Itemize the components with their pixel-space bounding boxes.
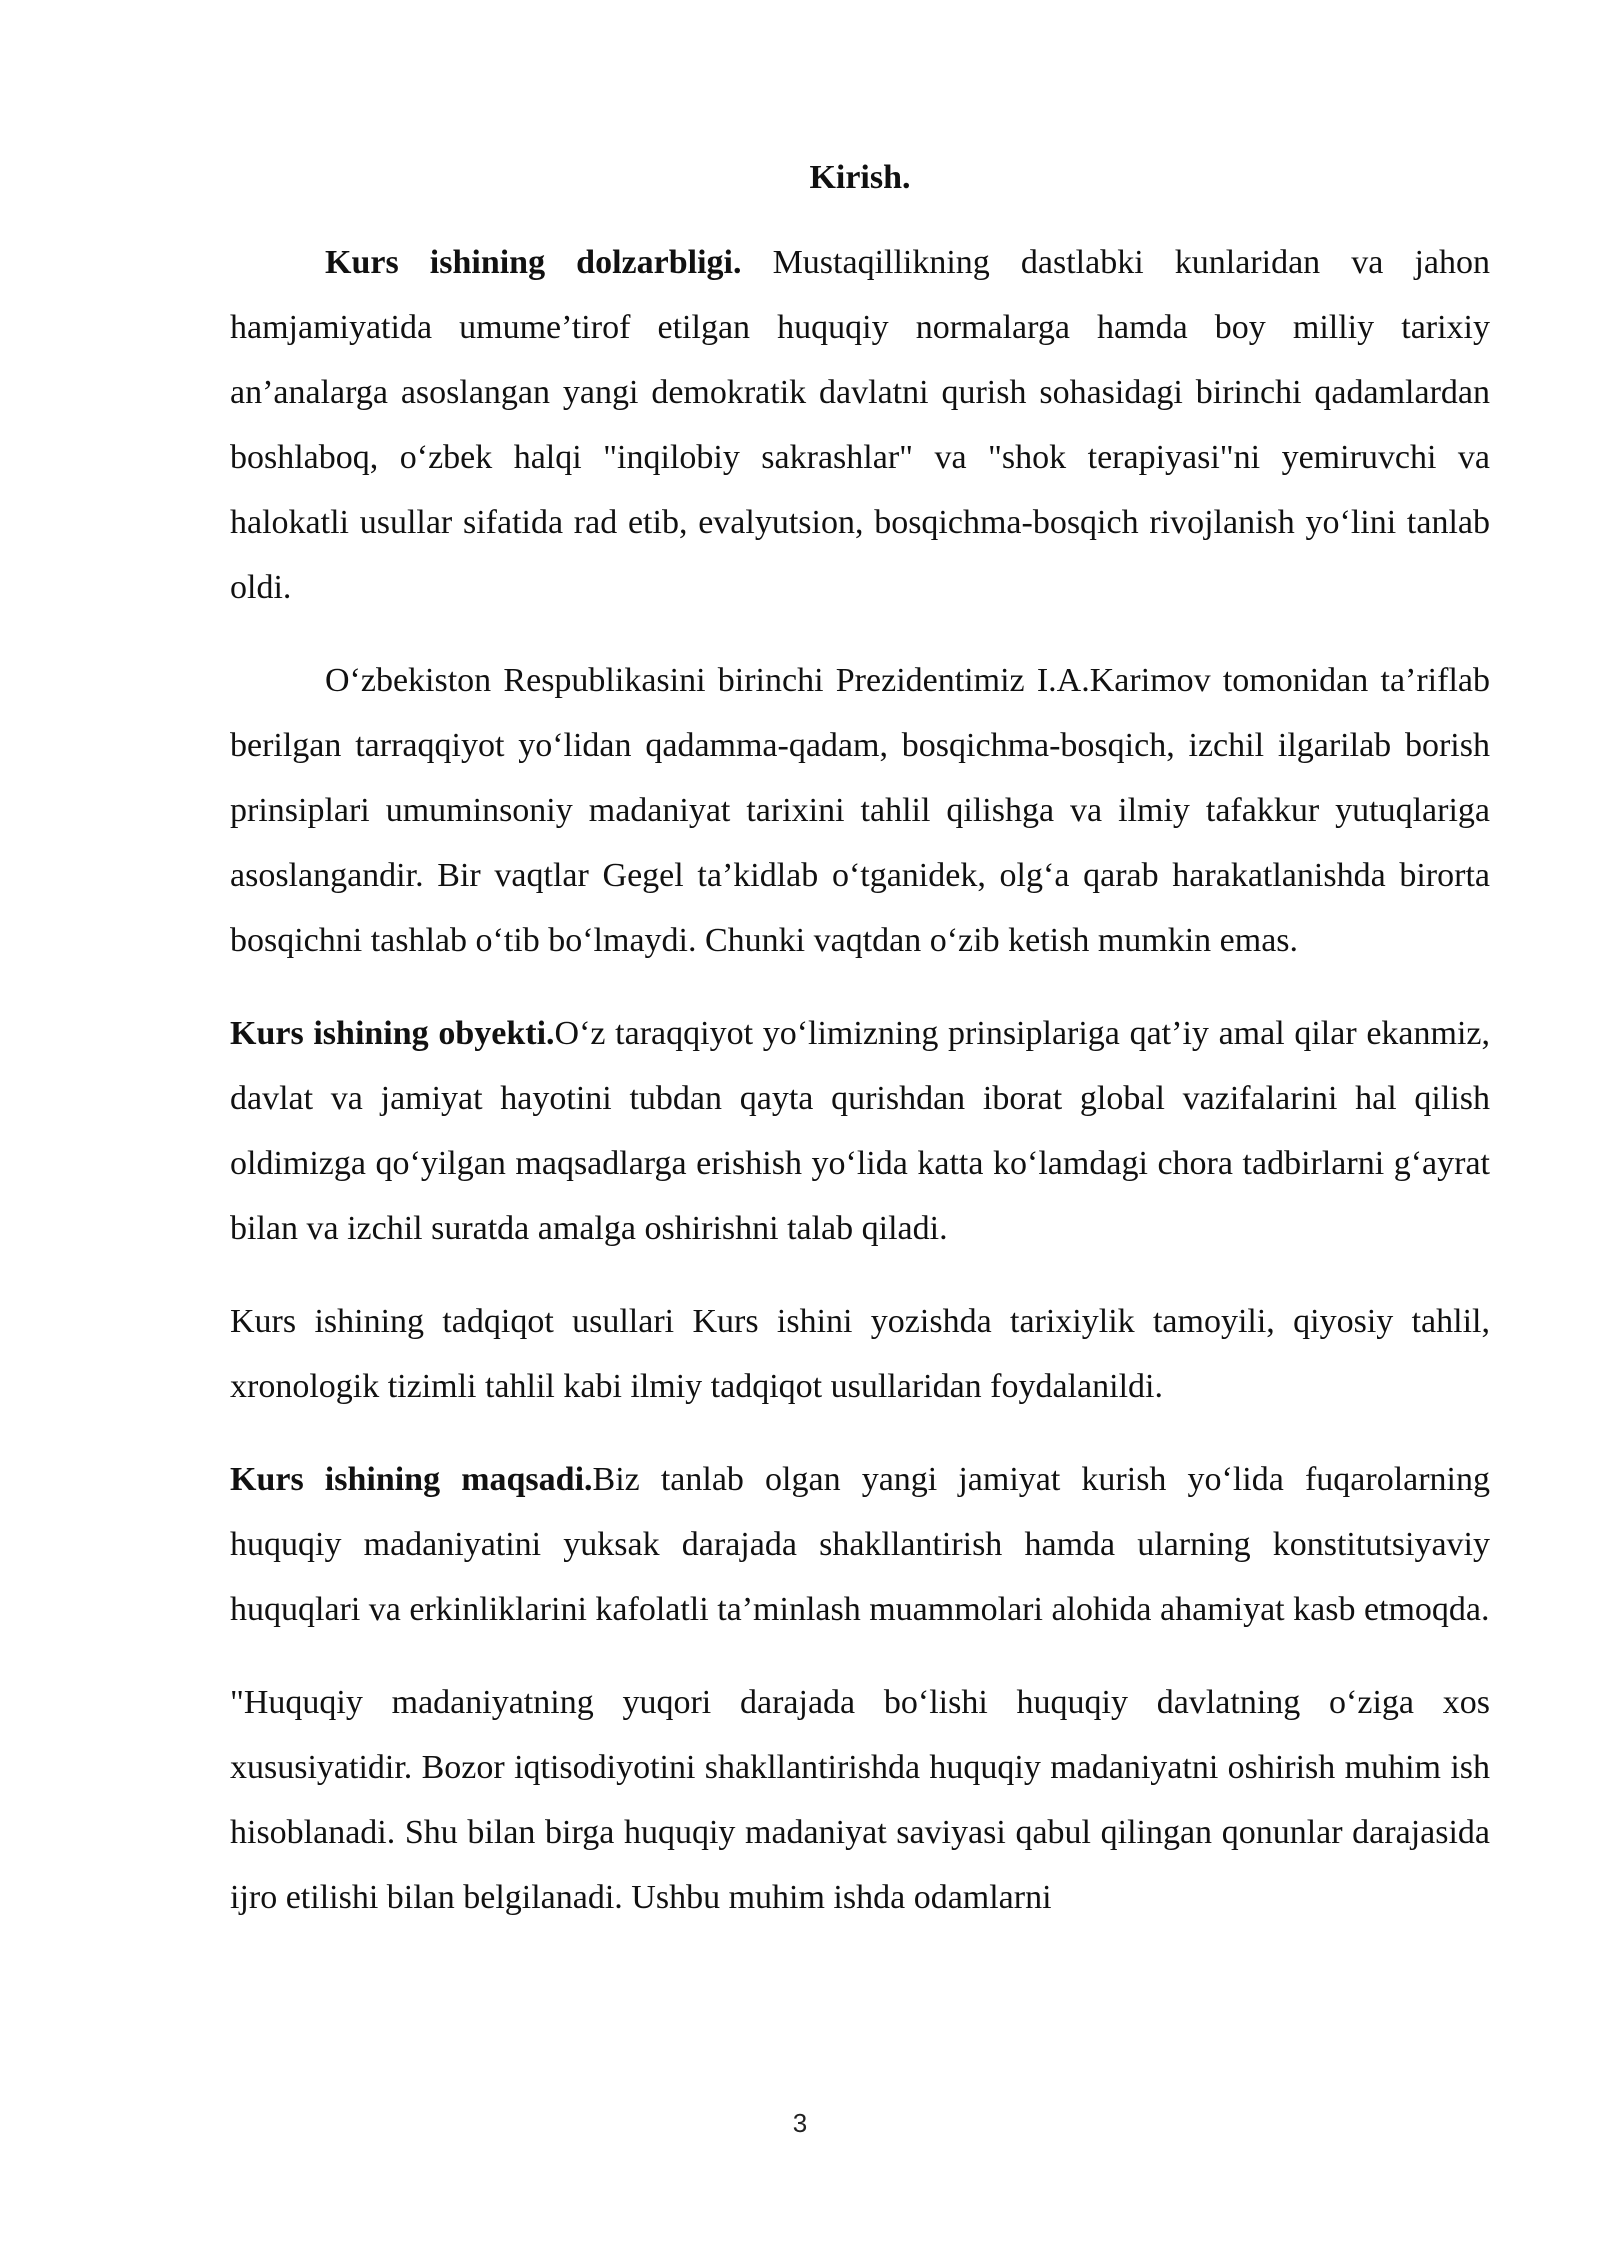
paragraph-relevance xyxy=(230,230,1490,620)
paragraph-goal xyxy=(230,1447,1490,1642)
page-number: 3 xyxy=(792,2108,808,2138)
paragraph-lead: Kurs ishining obyekti. xyxy=(230,1015,555,1052)
paragraph-legal-culture xyxy=(230,1670,1490,1930)
paragraph-text: Kurs ishining tadqiqot usullari Kurs ishini yozishda tarixiylik tamoyili, qiyosiy tahlil, xronologik tizimli tahlil kabi ilmiy tadqiqot usullaridan foydalanildi. xyxy=(230,1303,1490,1405)
paragraph-object xyxy=(230,1001,1490,1261)
paragraph-text: O‘zbekiston Respublikasini birinchi Prezidentimiz I.A.Karimov tomonidan ta’riflab berilgan tarraqqiyot yo‘lidan qadamma-qadam, bosqichma-bosqich, izchil ilgarilab borish prinsiplari umuminsoniy madaniyat tarixini tahlil qilishga va ilmiy tafakkur yutuqlariga asoslangandir. Bir vaqtlar Gegel ta’kidlab o‘tganidek, olg‘a qarab harakatlanishda birorta bosqichni tashlab o‘tib bo‘lmaydi. Chunki vaqtdan o‘zib ketish mumkin emas. xyxy=(230,662,1490,959)
paragraph-methods xyxy=(230,1289,1490,1419)
paragraph-lead: Kurs ishining dolzarbligi. xyxy=(325,244,742,281)
paragraph-text: Biz tanlab olgan yangi jamiyat kurish yo‘lida fuqarolarning huquqiy madaniyatini yuksak darajada shakllantirish hamda ularning konstitutsiyaviy huquqlari va erkinliklarini kafolatli ta’minlash muammolari alohida ahamiyat kasb etmoqda. xyxy=(230,1461,1490,1628)
paragraph-text: Mustaqillikning dastlabki kunlaridan va jahon hamjamiyatida umume’tirof etilgan huquqiy normalarga hamda boy milliy tarixiy an’analarga asoslangan yangi demokratik davlatni qurish sohasidagi birinchi qadamlardan boshlaboq, o‘zbek halqi "inqilobiy sakrashlar" va "shok terapiyasi"ni yemiruvchi va halokatli usullar sifatida rad etib, evalyutsion, bosqichma-bosqich rivojlanish yo‘lini tanlab oldi. xyxy=(230,244,1490,606)
page-content xyxy=(230,148,1490,1958)
page-title: Kirish. xyxy=(809,159,911,196)
paragraph-text: O‘z taraqqiyot yo‘limizning prinsiplariga qat’iy amal qilar ekanmiz, davlat va jamiyat hayotini tubdan qayta qurishdan iborat global vazifalarini hal qilish oldimizga qo‘yilgan maqsadlarga erishish yo‘lida katta ko‘lamdagi chora tadbirlarni g‘ayrat bilan va izchil suratda amalga oshirishni talab qiladi. xyxy=(230,1015,1490,1247)
paragraph-text: "Huquqiy madaniyatning yuqori darajada bo‘lishi huquqiy davlatning o‘ziga xos xususiyatidir. Bozor iqtisodiyotini shakllantirishda huquqiy madaniyatni oshirish muhim ish hisoblanadi. Shu bilan birga huquqiy madaniyat saviyasi qabul qilingan qonunlar darajasida ijro etilishi bilan belgilanadi. Ushbu muhim ishda odamlarni xyxy=(230,1684,1490,1916)
paragraph-principles xyxy=(230,648,1490,973)
paragraph-lead: Kurs ishining maqsadi. xyxy=(230,1461,593,1498)
